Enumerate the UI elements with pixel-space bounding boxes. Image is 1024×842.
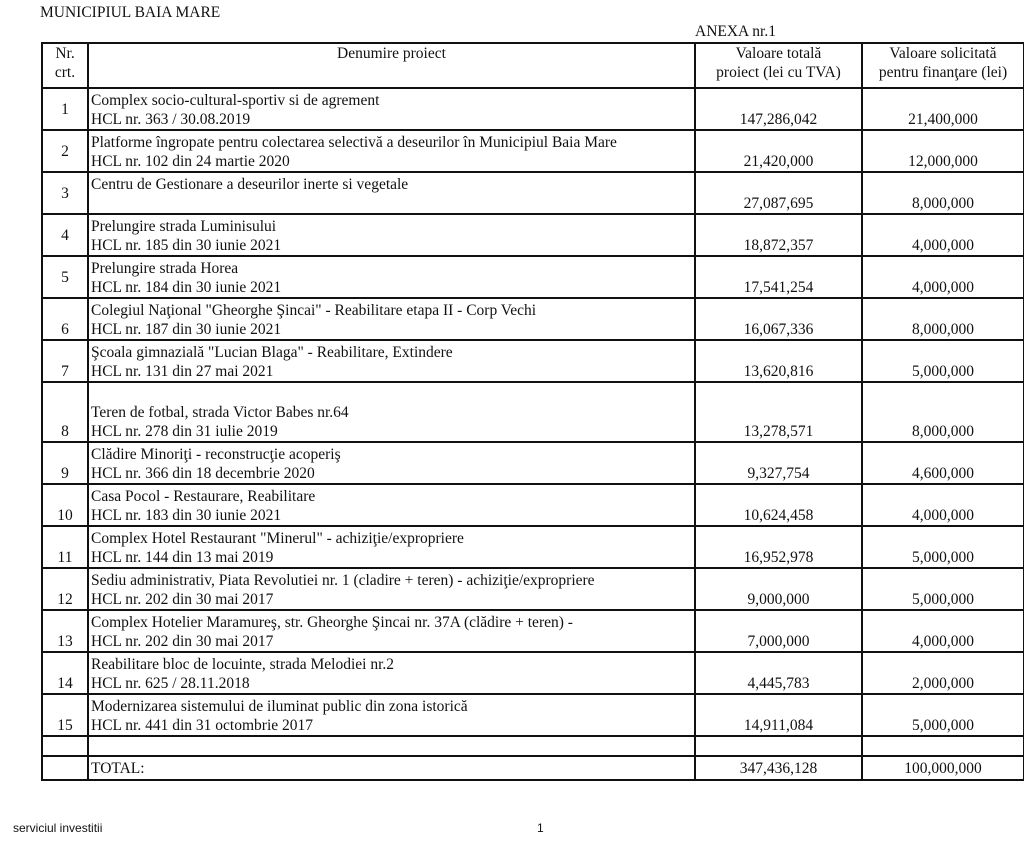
project-name: Clădire Minoriţi - reconstrucţie acoperiş — [91, 446, 341, 463]
project-name-cell — [88, 88, 695, 130]
project-name: Modernizarea sistemului de iluminat public din zona istorică — [91, 698, 468, 715]
empty-row — [42, 736, 1024, 756]
project-hcl: HCL nr. 144 din 13 mai 2019 — [91, 549, 274, 566]
row-number: 10 — [42, 484, 88, 526]
table-row — [42, 130, 1024, 172]
project-name-cell — [88, 340, 695, 382]
organization-title: MUNICIPIUL BAIA MARE — [40, 4, 221, 21]
footer-department: serviciul investitii — [13, 821, 103, 835]
project-name-cell — [88, 130, 695, 172]
annex-label: ANEXA nr.1 — [695, 23, 776, 40]
row-number: 9 — [42, 442, 88, 484]
project-total-value: 147,286,042 — [695, 88, 862, 130]
project-total-value: 10,624,458 — [695, 484, 862, 526]
project-name: Complex socio-cultural-sportiv si de agrement — [91, 92, 380, 109]
project-requested-value: 4,000,000 — [862, 484, 1024, 526]
project-hcl: HCL nr. 184 din 30 iunie 2021 — [91, 279, 282, 296]
project-hcl: HCL nr. 131 din 27 mai 2021 — [91, 363, 274, 380]
project-name: Centru de Gestionare a deseurilor inerte si vegetale — [91, 176, 409, 193]
project-name: Complex Hotelier Maramureş, str. Gheorghe Şincai nr. 37A (clădire + teren) - — [91, 614, 573, 631]
table-row — [42, 610, 1024, 652]
project-name-cell — [88, 694, 695, 736]
project-requested-value: 4,000,000 — [862, 610, 1024, 652]
project-hcl: HCL nr. 278 din 31 iulie 2019 — [91, 423, 278, 440]
total-label: TOTAL: — [88, 756, 695, 780]
project-hcl: HCL nr. 183 din 30 iunie 2021 — [91, 507, 282, 524]
project-hcl: HCL nr. 202 din 30 mai 2017 — [91, 591, 274, 608]
project-name: Prelungire strada Horea — [91, 260, 239, 277]
row-number: 14 — [42, 652, 88, 694]
project-total-value: 13,620,816 — [695, 340, 862, 382]
project-total-value: 27,087,695 — [695, 172, 862, 214]
project-name-cell — [88, 610, 695, 652]
project-hcl — [91, 194, 694, 213]
table-row — [42, 88, 1024, 130]
project-requested-value: 21,400,000 — [862, 88, 1024, 130]
table-header-row — [42, 43, 1024, 88]
column-header-requested — [862, 43, 1024, 88]
row-number: 4 — [42, 214, 88, 256]
project-total-value: 13,278,571 — [695, 382, 862, 442]
project-name-cell — [88, 484, 695, 526]
project-total-value: 4,445,783 — [695, 652, 862, 694]
project-hcl: HCL nr. 625 / 28.11.2018 — [91, 675, 250, 692]
project-hcl: HCL nr. 363 / 30.08.2019 — [91, 111, 251, 128]
project-name-cell — [88, 172, 695, 214]
project-name-cell — [88, 382, 695, 442]
table-row — [42, 442, 1024, 484]
project-requested-value: 5,000,000 — [862, 568, 1024, 610]
project-total-value: 21,420,000 — [695, 130, 862, 172]
row-number: 3 — [42, 172, 88, 214]
row-number: 8 — [42, 382, 88, 442]
column-header-nr-line2: crt. — [54, 64, 76, 81]
project-name: Complex Hotel Restaurant "Minerul" - achiziţie/expropriere — [91, 530, 464, 547]
column-header-requested-line2: pentru finanţare (lei) — [878, 64, 1008, 81]
project-name-cell — [88, 298, 695, 340]
project-hcl: HCL nr. 366 din 18 decembrie 2020 — [91, 465, 315, 482]
project-name-cell — [88, 652, 695, 694]
project-total-value: 14,911,084 — [695, 694, 862, 736]
row-number: 6 — [42, 298, 88, 340]
column-header-nr — [42, 43, 88, 88]
row-number: 7 — [42, 340, 88, 382]
projects-table — [41, 42, 1024, 781]
project-total-value: 9,327,754 — [695, 442, 862, 484]
empty-cell — [42, 736, 88, 756]
column-header-nr-line1: Nr. — [55, 45, 75, 62]
total-nr-cell — [42, 756, 88, 780]
table-row — [42, 652, 1024, 694]
project-hcl: HCL nr. 102 din 24 martie 2020 — [91, 153, 290, 170]
project-hcl: HCL nr. 187 din 30 iunie 2021 — [91, 321, 282, 338]
project-name-cell — [88, 214, 695, 256]
project-total-value: 16,067,336 — [695, 298, 862, 340]
project-name: Şcoala gimnazială "Lucian Blaga" - Reabilitare, Extindere — [91, 344, 453, 361]
row-number: 13 — [42, 610, 88, 652]
row-number: 12 — [42, 568, 88, 610]
project-hcl: HCL nr. 441 din 31 octombrie 2017 — [91, 717, 314, 734]
table-row — [42, 526, 1024, 568]
row-number: 15 — [42, 694, 88, 736]
project-hcl: HCL nr. 185 din 30 iunie 2021 — [91, 237, 282, 254]
total-row — [42, 756, 1024, 780]
project-name-cell — [88, 442, 695, 484]
project-name-cell — [88, 256, 695, 298]
project-requested-value: 8,000,000 — [862, 172, 1024, 214]
project-requested-value: 8,000,000 — [862, 382, 1024, 442]
row-number: 1 — [42, 88, 88, 130]
project-requested-value: 2,000,000 — [862, 652, 1024, 694]
project-name: Colegiul Naţional "Gheorghe Şincai" - Reabilitare etapa II - Corp Vechi — [91, 302, 537, 319]
project-total-value: 16,952,978 — [695, 526, 862, 568]
row-number: 5 — [42, 256, 88, 298]
table-row — [42, 172, 1024, 214]
table-row — [42, 568, 1024, 610]
empty-cell — [862, 736, 1024, 756]
column-header-name — [88, 43, 695, 88]
table-row — [42, 694, 1024, 736]
project-name: Sediu administrativ, Piata Revolutiei nr. 1 (cladire + teren) - achiziţie/expropriere — [91, 572, 595, 589]
project-name: Reabilitare bloc de locuinte, strada Melodiei nr.2 — [91, 656, 395, 673]
project-requested-value: 5,000,000 — [862, 526, 1024, 568]
table-row — [42, 340, 1024, 382]
total-value: 347,436,128 — [695, 756, 862, 780]
page-number: 1 — [537, 821, 544, 835]
table-row — [42, 484, 1024, 526]
project-name: Platforme îngropate pentru colectarea selectivă a deseurilor în Municipiul Baia Mare — [91, 134, 617, 151]
column-header-total-line1: Valoare totală — [735, 45, 822, 62]
table-row — [42, 256, 1024, 298]
table-row — [42, 382, 1024, 442]
project-total-value: 17,541,254 — [695, 256, 862, 298]
project-total-value: 7,000,000 — [695, 610, 862, 652]
table-row — [42, 298, 1024, 340]
project-name: Prelungire strada Luminisului — [91, 218, 277, 235]
row-number: 2 — [42, 130, 88, 172]
project-requested-value: 4,600,000 — [862, 442, 1024, 484]
column-header-total-line2: proiect (lei cu TVA) — [716, 64, 841, 81]
empty-cell — [88, 736, 695, 756]
project-hcl: HCL nr. 202 din 30 mai 2017 — [91, 633, 274, 650]
project-requested-value: 4,000,000 — [862, 256, 1024, 298]
project-requested-value: 5,000,000 — [862, 694, 1024, 736]
column-header-total — [695, 43, 862, 88]
column-header-requested-line1: Valoare solicitată — [889, 45, 997, 62]
project-name-cell — [88, 568, 695, 610]
project-requested-value: 5,000,000 — [862, 340, 1024, 382]
table-row — [42, 214, 1024, 256]
project-name-cell — [88, 526, 695, 568]
column-header-name-label: Denumire proiect — [337, 45, 446, 62]
project-name: Teren de fotbal, strada Victor Babes nr.64 — [91, 404, 349, 421]
row-number: 11 — [42, 526, 88, 568]
empty-cell — [695, 736, 862, 756]
project-requested-value: 8,000,000 — [862, 298, 1024, 340]
project-requested-value: 4,000,000 — [862, 214, 1024, 256]
total-requested: 100,000,000 — [862, 756, 1024, 780]
project-total-value: 9,000,000 — [695, 568, 862, 610]
project-name: Casa Pocol - Restaurare, Reabilitare — [91, 488, 316, 505]
project-requested-value: 12,000,000 — [862, 130, 1024, 172]
project-total-value: 18,872,357 — [695, 214, 862, 256]
